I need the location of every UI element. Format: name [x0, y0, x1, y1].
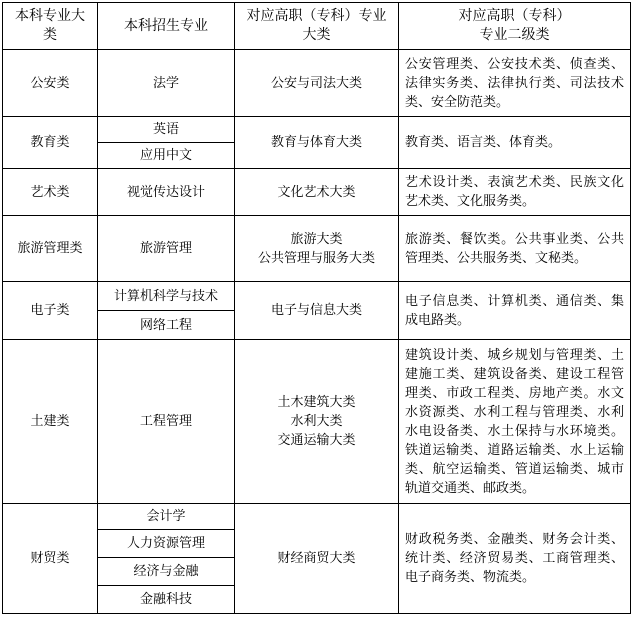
category-cell: 艺术类	[3, 169, 98, 216]
table-row	[3, 340, 631, 504]
vocational-major-cell	[235, 340, 399, 504]
table-row	[3, 282, 631, 311]
category-cell: 电子类	[3, 282, 98, 340]
header-vocational-category: 对应高职（专科）专业大类	[235, 3, 399, 50]
major-cell: 法学	[98, 50, 235, 117]
vocational-major-cell: 教育与体育大类	[235, 117, 399, 169]
vocational-major-line: 土木建筑大类	[277, 395, 356, 410]
vocational-sub-cell: 公安管理类、公安技术类、侦查类、法律实务类、法律执行类、司法技术类、安全防范类。	[399, 50, 631, 117]
vocational-sub-cell: 建筑设计类、城乡规划与管理类、土建施工类、建筑设备类、建设工程管理类、市政工程类、房地产类。水文水资源类、水利工程与管理类、水利水电设备类、水土保持与水环境类。铁道运输类、道路运输类、水上运输类、航空运输类、管道运输类、城市轨道交通类、邮政类。	[399, 340, 631, 504]
table-row	[3, 216, 631, 282]
category-cell: 土建类	[3, 340, 98, 504]
table-row	[3, 50, 631, 117]
category-cell: 教育类	[3, 117, 98, 169]
header-row	[3, 3, 631, 50]
major-cell: 视觉传达设计	[98, 169, 235, 216]
vocational-major-cell	[235, 216, 399, 282]
vocational-major-line: 交通运输大类	[277, 433, 356, 448]
vocational-sub-cell: 旅游类、餐饮类。公共事业类、公共管理类、公共服务类、文秘类。	[399, 216, 631, 282]
vocational-sub-cell: 教育类、语言类、体育类。	[399, 117, 631, 169]
major-cell: 经济与金融	[98, 558, 235, 586]
major-cell: 网络工程	[98, 311, 235, 340]
major-mapping-table	[2, 2, 631, 614]
header-undergrad-major: 本科招生专业	[98, 3, 235, 50]
vocational-major-line: 水利大类	[290, 414, 343, 429]
table-row	[3, 504, 631, 530]
header-undergrad-category: 本科专业大类	[3, 3, 98, 50]
major-cell: 人力资源管理	[98, 530, 235, 558]
vocational-sub-cell: 艺术设计类、表演艺术类、民族文化艺术类、文化服务类。	[399, 169, 631, 216]
category-cell: 财贸类	[3, 504, 98, 614]
vocational-major-cell: 电子与信息大类	[235, 282, 399, 340]
major-cell: 计算机科学与技术	[98, 282, 235, 311]
header-vocational-subcategory: 对应高职（专科）专业二级类	[399, 3, 631, 50]
vocational-major-cell: 文化艺术大类	[235, 169, 399, 216]
vocational-major-cell: 公安与司法大类	[235, 50, 399, 117]
major-cell: 旅游管理	[98, 216, 235, 282]
table-row	[3, 169, 631, 216]
vocational-major-line: 旅游大类	[290, 231, 343, 247]
vocational-major-line: 公共管理与服务大类	[257, 250, 375, 266]
major-cell: 应用中文	[98, 143, 235, 169]
category-cell: 旅游管理类	[3, 216, 98, 282]
table-row	[3, 117, 631, 143]
major-cell: 金融科技	[98, 586, 235, 614]
major-cell: 会计学	[98, 504, 235, 530]
major-cell: 工程管理	[98, 340, 235, 504]
vocational-sub-cell: 财政税务类、金融类、财务会计类、统计类、经济贸易类、工商管理类、电子商务类、物流类。	[399, 504, 631, 614]
vocational-major-cell: 财经商贸大类	[235, 504, 399, 614]
category-cell: 公安类	[3, 50, 98, 117]
major-cell: 英语	[98, 117, 235, 143]
vocational-sub-cell: 电子信息类、计算机类、通信类、集成电路类。	[399, 282, 631, 340]
